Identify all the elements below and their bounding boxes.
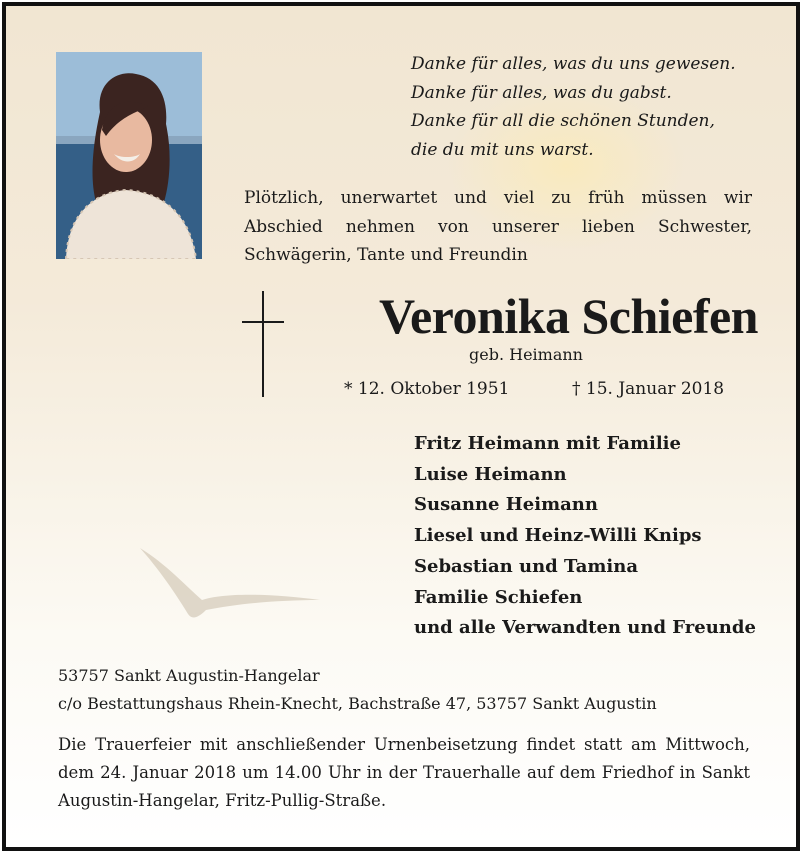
birth-date: * 12. Oktober 1951 [344,379,510,399]
contact-address [58,662,758,718]
seagull-icon [136,534,326,628]
maiden-name: geb. Heimann [469,345,583,364]
mourner-entry: Familie Schiefen [414,586,583,608]
poem-line: Danke für alles, was du uns gewesen. [411,54,736,74]
deceased-name: Veronika Schiefen [378,288,758,344]
address-line: c/o Bestattungshaus Rhein-Knecht, Bachstraße 47, 53757 Sankt Augustin [58,694,657,713]
mourner-entry: Luise Heimann [414,463,567,485]
death-date: † 15. Januar 2018 [572,379,725,399]
cross-icon [238,291,288,405]
portrait-photo [56,52,202,259]
poem-line: Danke für alles, was du gabst. [411,82,672,103]
mourners-list [414,429,774,644]
mourner-entry: Sebastian und Tamina [414,555,638,577]
address-line: 53757 Sankt Augustin-Hangelar [58,666,320,685]
mourner-entry: und alle Verwandten und Freunde [414,617,756,639]
poem-line: Danke für all die schönen Stunden, [411,111,715,131]
mourner-entry: Liesel und Heinz-Willi Knips [414,525,702,547]
poem-line: die du mit uns warst. [411,139,594,160]
mourner-entry: Fritz Heimann mit Familie [414,433,681,454]
poem [411,50,781,164]
mourner-entry: Susanne Heimann [414,494,598,516]
intro-text: Plötzlich, unerwartet und viel zu früh müssen wir Abschied nehmen von unserer lieben Schwester, Schwägerin, Tante und Freundin [244,188,752,265]
obituary-card [2,2,800,851]
service-info: Die Trauerfeier mit anschließender Urnenbeisetzung findet statt am Mittwoch, dem 24. Januar 2018 um 14.00 Uhr in der Trauerhalle auf dem Friedhof in Sankt Augustin-Hangelar, Fritz-Pullig-Straße. [58,735,750,810]
